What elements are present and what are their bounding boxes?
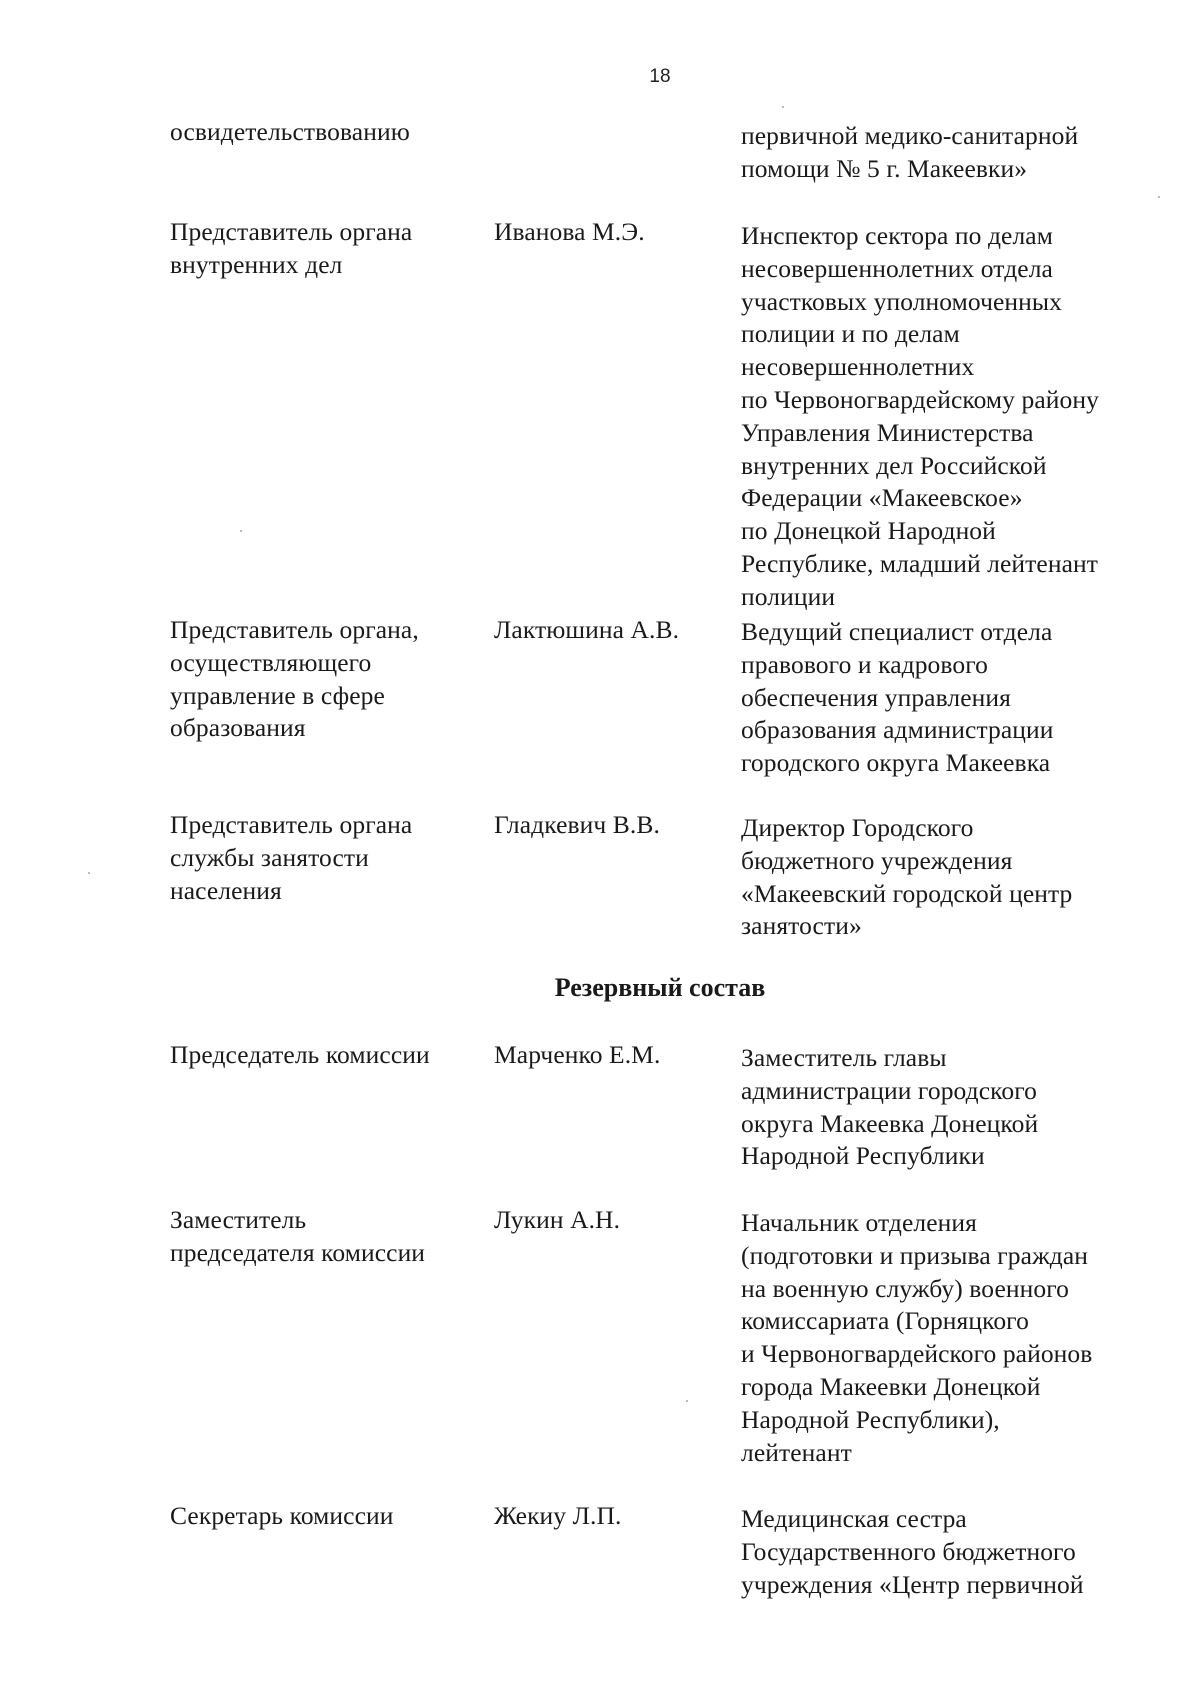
scan-speck: [88, 872, 90, 874]
position-cell: Заместитель главы администрации городского округа Макеевка Донецкой Народной Республики: [741, 1043, 1039, 1171]
scan-speck: [1158, 196, 1160, 198]
position-cell: Инспектор сектора по делам несовершеннолетних отдела участковых уполномоченных полиции и по делам несовершеннолетних по Червоногвардейскому району Управления Министерства внутренних дел Российской Федерации «Макеевское» по Донецкой Народной Республике, младший лейтенант полиции: [741, 221, 1099, 611]
name-cell: Жекиу Л.П.: [494, 1501, 622, 1530]
role-cell: Представитель органа внутренних дел: [170, 217, 413, 279]
role-cell: Заместитель председателя комиссии: [170, 1205, 426, 1267]
role-cell: Представитель органа, осуществляющего управление в сфере образования: [170, 615, 419, 743]
position-cell: первичной медико-санитарной помощи № 5 г. Макеевки»: [741, 121, 1079, 183]
role-cell: Секретарь комиссии: [170, 1501, 394, 1530]
position-cell: Директор Городского бюджетного учреждения «Макеевский городской центр занятости»: [741, 813, 1073, 941]
name-cell: Лукин А.Н.: [494, 1205, 621, 1234]
page-number: 18: [649, 66, 671, 87]
scan-speck: [782, 106, 784, 108]
position-cell: Начальник отделения (подготовки и призыва граждан на военную службу) военного комиссариата (Горняцкого и Червоногвардейского районов города Макеевки Донецкой Народной Республики), лейтенант: [741, 1208, 1093, 1467]
name-cell: Лактюшина А.В.: [494, 615, 680, 644]
section-title: Резервный состав: [554, 973, 766, 1002]
position-cell: Ведущий специалист отдела правового и кадрового обеспечения управления образования администрации городского округа Макеевка: [741, 617, 1054, 778]
name-cell: Марченко Е.М.: [494, 1040, 661, 1069]
scan-speck: [240, 530, 242, 532]
role-cell: Представитель органа службы занятости населения: [170, 810, 413, 905]
name-cell: Иванова М.Э.: [494, 217, 645, 246]
role-cell: Председатель комиссии: [170, 1040, 430, 1069]
scan-speck: [686, 1400, 688, 1402]
position-cell: Медицинская сестра Государственного бюджетного учреждения «Центр первичной: [741, 1504, 1084, 1599]
name-cell: Гладкевич В.В.: [494, 810, 660, 839]
role-cell: освидетельствованию: [170, 117, 410, 146]
